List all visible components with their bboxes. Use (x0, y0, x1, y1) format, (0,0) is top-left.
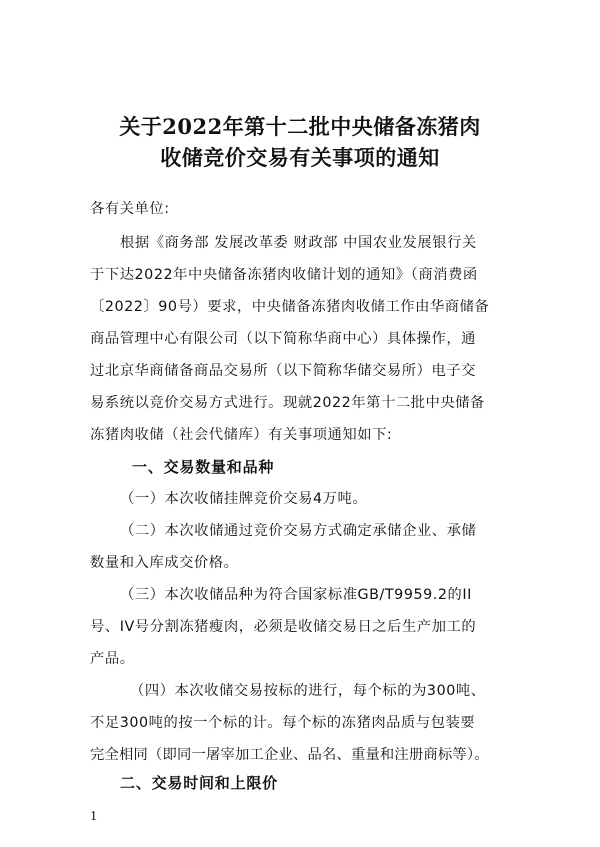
intro-line-1: 根据《商务部 发展改革委 财政部 中国农业发展银行关 (120, 235, 477, 251)
intro-line-7: 冻猪肉收储（社会代储库）有关事项通知如下: (90, 427, 393, 443)
item-3-line-3: 产品。 (90, 651, 135, 667)
item-4-line-1: （四）本次收储交易按标的进行，每个标的为300吨、 (130, 683, 486, 699)
item-1: （一）本次收储挂牌竞价交易4万吨。 (120, 491, 368, 507)
document-title-line-2: 收储竞价交易有关事项的通知 (160, 145, 440, 170)
intro-line-2: 于下达2022年中央储备冻猪肉收储计划的通知》（商消费函 (90, 267, 478, 283)
section-1-heading: 一、交易数量和品种 (132, 458, 275, 476)
intro-line-5: 过北京华商储备商品交易所（以下简称华储交易所）电子交 (90, 363, 477, 379)
item-4-line-2: 不足300吨的按一个标的计。每个标的冻猪肉品质与包装要 (90, 715, 476, 731)
document-title-line-1: 关于2022年第十二批中央储备冻猪肉 (119, 114, 481, 139)
item-3-line-2: 号、IV号分割冻猪瘦肉，必须是收储交易日之后生产加工的 (90, 619, 477, 635)
item-2-line-2: 数量和入库成交价格。 (90, 555, 239, 571)
page-number: 1 (90, 809, 97, 824)
item-4-line-3: 完全相同（即同一屠宰加工企业、品名、重量和注册商标等）。 (90, 747, 489, 763)
section-2-heading: 二、交易时间和上限价 (120, 774, 279, 792)
intro-line-3: 〔2022〕90号）要求，中央储备冻猪肉收储工作由华商储备 (90, 299, 490, 315)
intro-line-4: 商品管理中心有限公司（以下简称华商中心）具体操作，通 (90, 331, 477, 347)
salutation: 各有关单位: (90, 201, 170, 217)
intro-line-6: 易系统以竞价交易方式进行。现就2022年第十二批中央储备 (90, 395, 485, 411)
item-2-line-1: （二）本次收储通过竞价交易方式确定承储企业、承储 (120, 523, 477, 539)
item-3-line-1: （三）本次收储品种为符合国家标准GB/T9959.2的II (120, 587, 472, 603)
